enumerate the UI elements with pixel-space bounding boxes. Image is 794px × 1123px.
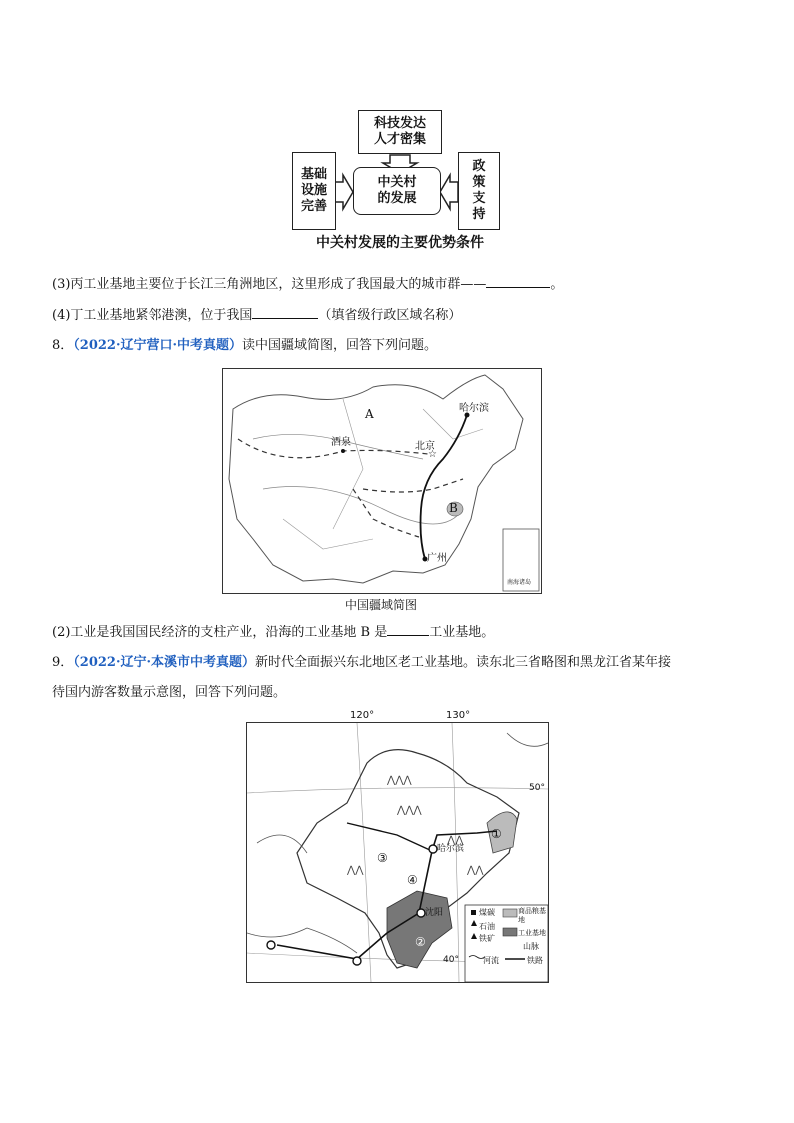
q9-source: （2022·辽宁·本溪市中考真题） xyxy=(73,655,256,670)
question-8-2 xyxy=(52,621,494,642)
svg-text:⋀⋀: ⋀⋀ xyxy=(447,835,464,846)
svg-text:⋀⋀: ⋀⋀ xyxy=(347,865,364,876)
label-a: A xyxy=(365,407,374,421)
question-9-line2 xyxy=(52,684,286,702)
label-shenyang: 沈阳 xyxy=(425,908,444,918)
svg-text:☆: ☆ xyxy=(428,449,437,460)
legend-industry: 工业基地 xyxy=(518,929,546,937)
label-guangzhou: 广州 xyxy=(427,553,447,564)
q8-2-text: (2)工业是我国国民经济的支柱产业，沿海的工业基地 B 是 xyxy=(52,625,388,640)
answer-blank[interactable] xyxy=(252,304,318,319)
question-3 xyxy=(52,273,563,294)
northeast-map-drawing xyxy=(247,723,548,982)
question-9-line1 xyxy=(52,654,671,672)
label-jiuquan: 酒泉 xyxy=(331,437,351,448)
northeast-map xyxy=(246,722,549,983)
q9-text1: 新时代全面振兴东北地区老工业基地。读东北三省略图和黑龙江省某年接 xyxy=(255,655,672,670)
q8-num: 8． xyxy=(52,338,74,353)
label-beijing: 北京 xyxy=(415,441,435,452)
label-circle-3: ③ xyxy=(377,851,388,865)
label-b: B xyxy=(449,501,458,515)
left-box: 基础 设施 完善 xyxy=(292,152,336,230)
svg-text:⋀⋀⋀: ⋀⋀⋀ xyxy=(397,805,422,816)
q3-text: (3)丙工业基地主要位于长江三角洲地区，这里形成了我国最大的城市群—— xyxy=(52,277,487,292)
q8-2-end: 工业基地。 xyxy=(429,625,495,640)
answer-blank[interactable] xyxy=(486,273,550,288)
q9-text2: 待国内游客数量示意图，回答下列问题。 xyxy=(52,685,287,700)
q4-text: (4)丁工业基地紧邻港澳，位于我国 xyxy=(52,308,253,323)
zhongguancun-diagram xyxy=(280,100,520,260)
q9-num: 9． xyxy=(52,655,74,670)
legend-rail: 铁路 xyxy=(527,956,543,965)
legend-oil: 石油 xyxy=(479,922,495,931)
top-box: 科技发达 人才密集 xyxy=(358,110,442,154)
q8-source: （2022·辽宁营口·中考真题） xyxy=(73,338,243,353)
q3-end: 。 xyxy=(550,277,564,292)
question-4 xyxy=(52,304,461,325)
answer-blank[interactable] xyxy=(387,621,429,636)
china-map-drawing xyxy=(223,369,541,593)
q4-end: （填省级行政区域名称） xyxy=(318,308,462,323)
china-map xyxy=(222,368,542,594)
right-box: 政 策 支 持 xyxy=(458,152,500,230)
label-circle-4: ④ xyxy=(407,873,418,887)
legend-grain: 商品粮基地 xyxy=(518,907,546,924)
label-lat-40: 40° xyxy=(443,955,459,965)
legend-mountain: 山脉 xyxy=(523,942,539,951)
lon-120: 120° xyxy=(350,710,375,721)
svg-text:⋀⋀⋀: ⋀⋀⋀ xyxy=(387,775,412,786)
legend-coal: 煤碳 xyxy=(479,908,495,917)
label-circle-2: ② xyxy=(415,935,426,949)
label-harbin: 哈尔滨 xyxy=(437,844,465,854)
center-box: 中关村 的发展 xyxy=(353,167,441,215)
question-8 xyxy=(52,337,437,355)
lon-130: 130° xyxy=(446,710,471,721)
label-inset: 南海诸岛 xyxy=(507,579,532,586)
svg-text:⋀⋀: ⋀⋀ xyxy=(467,865,484,876)
legend-iron: 铁矿 xyxy=(479,934,495,943)
label-harbin: 哈尔滨 xyxy=(459,403,489,414)
legend-river: 河流 xyxy=(483,956,499,965)
label-lat-50: 50° xyxy=(529,783,545,793)
label-circle-1: ① xyxy=(491,827,502,841)
q8-text: 读中国疆域简图，回答下列问题。 xyxy=(242,338,438,353)
china-map-caption: 中国疆域简图 xyxy=(344,598,417,612)
diagram-caption: 中关村发展的主要优势条件 xyxy=(316,235,484,251)
